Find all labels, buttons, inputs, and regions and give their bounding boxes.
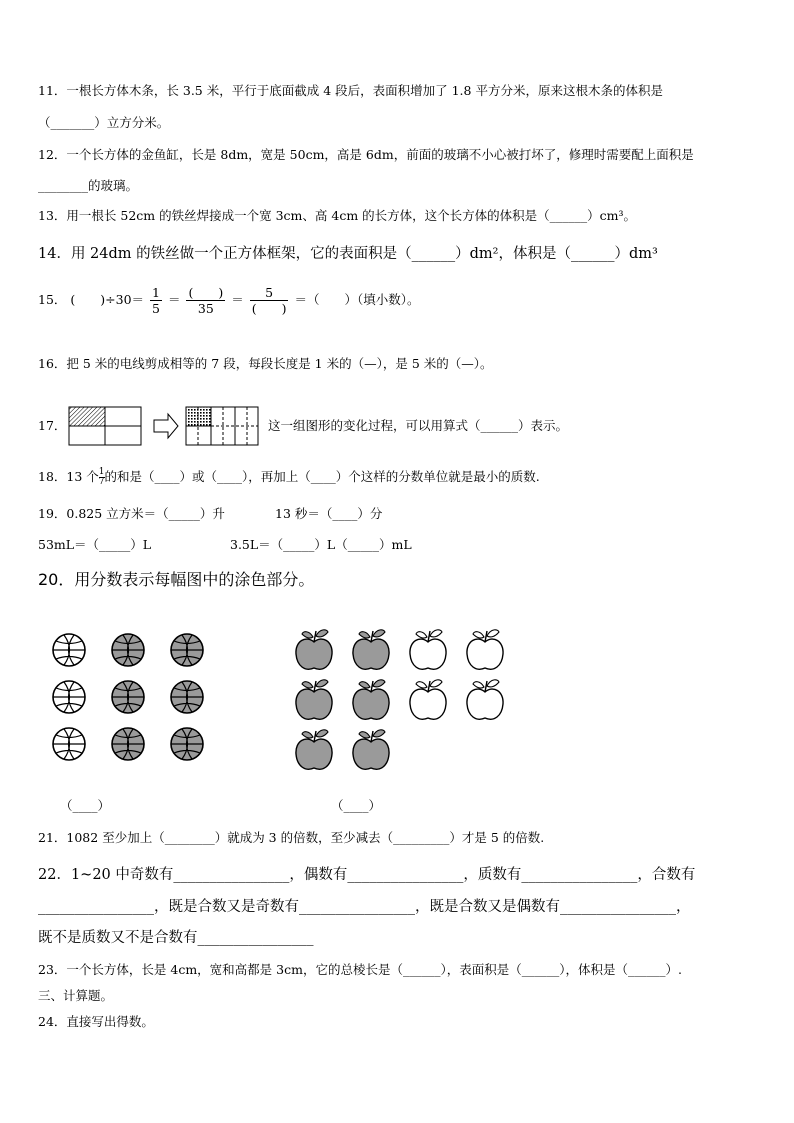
section-title: 三、计算题。 bbox=[38, 988, 114, 1003]
q15-f2-top: ( ) bbox=[188, 285, 224, 300]
q22-line2: ________________，既是合数又是奇数有________________，既是合数又是偶数有________________， bbox=[38, 899, 691, 915]
apple-icon bbox=[353, 630, 389, 669]
basketball-icon bbox=[53, 634, 85, 666]
q22-line1: 22．1~20 中奇数有________________，偶数有________________，质数有________________，合数有 bbox=[38, 867, 696, 883]
apple-icon bbox=[296, 630, 332, 669]
q15-f3-bottom: ( ) bbox=[251, 301, 287, 316]
q15-f3-top: 5 bbox=[250, 285, 289, 301]
q18 bbox=[38, 468, 540, 487]
q18-pre: 18．13 个 bbox=[38, 469, 99, 484]
q15-f1-top: 1 bbox=[152, 285, 160, 300]
q20-blank-2: （____） bbox=[331, 798, 382, 813]
q16: 16．把 5 米的电线剪成相等的 7 段，每段长度是 1 米的（—），是 5 米的（—）。 bbox=[38, 356, 493, 371]
apple-icon bbox=[353, 730, 389, 769]
q24: 24．直接写出得数。 bbox=[38, 1014, 154, 1029]
q15-number: 15． bbox=[38, 292, 67, 307]
q20-apple-grid bbox=[290, 625, 510, 775]
apple-icon bbox=[467, 680, 503, 719]
q11-line1: 11．一根长方体木条，长 3.5 米，平行于底面截成 4 段后，表面积增加了 1.8 平方分米，原来这根木条的体积是 bbox=[38, 83, 663, 98]
basketball-icon bbox=[171, 634, 203, 666]
q17-arrow-icon bbox=[154, 414, 178, 438]
q20-blank-1: （____） bbox=[60, 798, 111, 813]
apple-icon bbox=[353, 680, 389, 719]
basketball-icon bbox=[171, 728, 203, 760]
q17-text: 这一组图形的变化过程，可以用算式（______）表示。 bbox=[268, 418, 569, 433]
apple-icon bbox=[410, 630, 446, 669]
q15-f1-bottom: 5 bbox=[152, 301, 160, 316]
q15-fraction-3 bbox=[250, 285, 289, 316]
q15-f2-bottom: 35 bbox=[197, 301, 214, 316]
q23: 23．一个长方体，长是 4cm，宽和高都是 3cm，它的总棱长是（______），表面积是（______），体积是（______）. bbox=[38, 962, 682, 977]
q18-f-bottom: 7 bbox=[98, 477, 105, 487]
q19-a: 19．0.825 立方米＝（_____）升 bbox=[38, 506, 225, 521]
q19-d: 3.5L＝（_____）L（_____）mL bbox=[230, 537, 412, 552]
q15-eq-2: ＝ bbox=[231, 292, 244, 307]
q20-prompt: 20．用分数表示每幅图中的涂色部分。 bbox=[38, 570, 315, 589]
q13: 13．用一根长 52cm 的铁丝焊接成一个宽 3cm、高 4cm 的长方体，这个长方体的体积是（______）cm³。 bbox=[38, 208, 637, 223]
q15-lead: ( )÷30＝ bbox=[70, 292, 145, 307]
basketball-icon bbox=[53, 681, 85, 713]
q15-fraction-1 bbox=[150, 285, 162, 316]
q17-shape-hatched bbox=[69, 407, 105, 426]
q22-line3: 既不是质数又不是合数有________________ bbox=[38, 930, 314, 946]
basketball-icon bbox=[171, 681, 203, 713]
q21: 21．1082 至少加上（________）就成为 3 的倍数，至少减去（_________）才是 5 的倍数. bbox=[38, 830, 545, 845]
q14: 14．用 24dm 的铁丝做一个正方体框架，它的表面积是（______）dm²，体积是（______）dm³ bbox=[38, 246, 658, 262]
q15-fraction-2 bbox=[186, 285, 225, 316]
q12-line1: 12．一个长方体的金鱼缸，长是 8dm，宽是 50cm，高是 6dm，前面的玻璃不小心被打坏了，修理时需要配上面积是 bbox=[38, 147, 694, 162]
apple-icon bbox=[467, 630, 503, 669]
q15-tail: ＝（ ）（填小数）。 bbox=[294, 292, 420, 307]
q20-basketball-grid bbox=[50, 630, 210, 770]
apple-icon bbox=[410, 680, 446, 719]
q17-diagram bbox=[68, 406, 263, 448]
apple-icon bbox=[296, 680, 332, 719]
q19-c: 53mL＝（_____）L bbox=[38, 537, 152, 552]
q15 bbox=[38, 280, 419, 320]
basketball-icon bbox=[53, 728, 85, 760]
q18-text: 的和是（____）或（____），再加上（____）个这样的分数单位就是最小的质数. bbox=[104, 469, 540, 484]
q19-b: 13 秒＝（____）分 bbox=[275, 506, 383, 521]
q11-line2: （_______）立方分米。 bbox=[38, 115, 170, 130]
q12-line2: ________的玻璃。 bbox=[38, 178, 139, 193]
basketball-icon bbox=[112, 634, 144, 666]
basketball-icon bbox=[112, 728, 144, 760]
q15-eq-1: ＝ bbox=[167, 292, 181, 307]
q18-f-top: 1 bbox=[98, 467, 105, 477]
basketball-icon bbox=[112, 681, 144, 713]
q17-number: 17． bbox=[38, 418, 67, 433]
apple-icon bbox=[296, 730, 332, 769]
